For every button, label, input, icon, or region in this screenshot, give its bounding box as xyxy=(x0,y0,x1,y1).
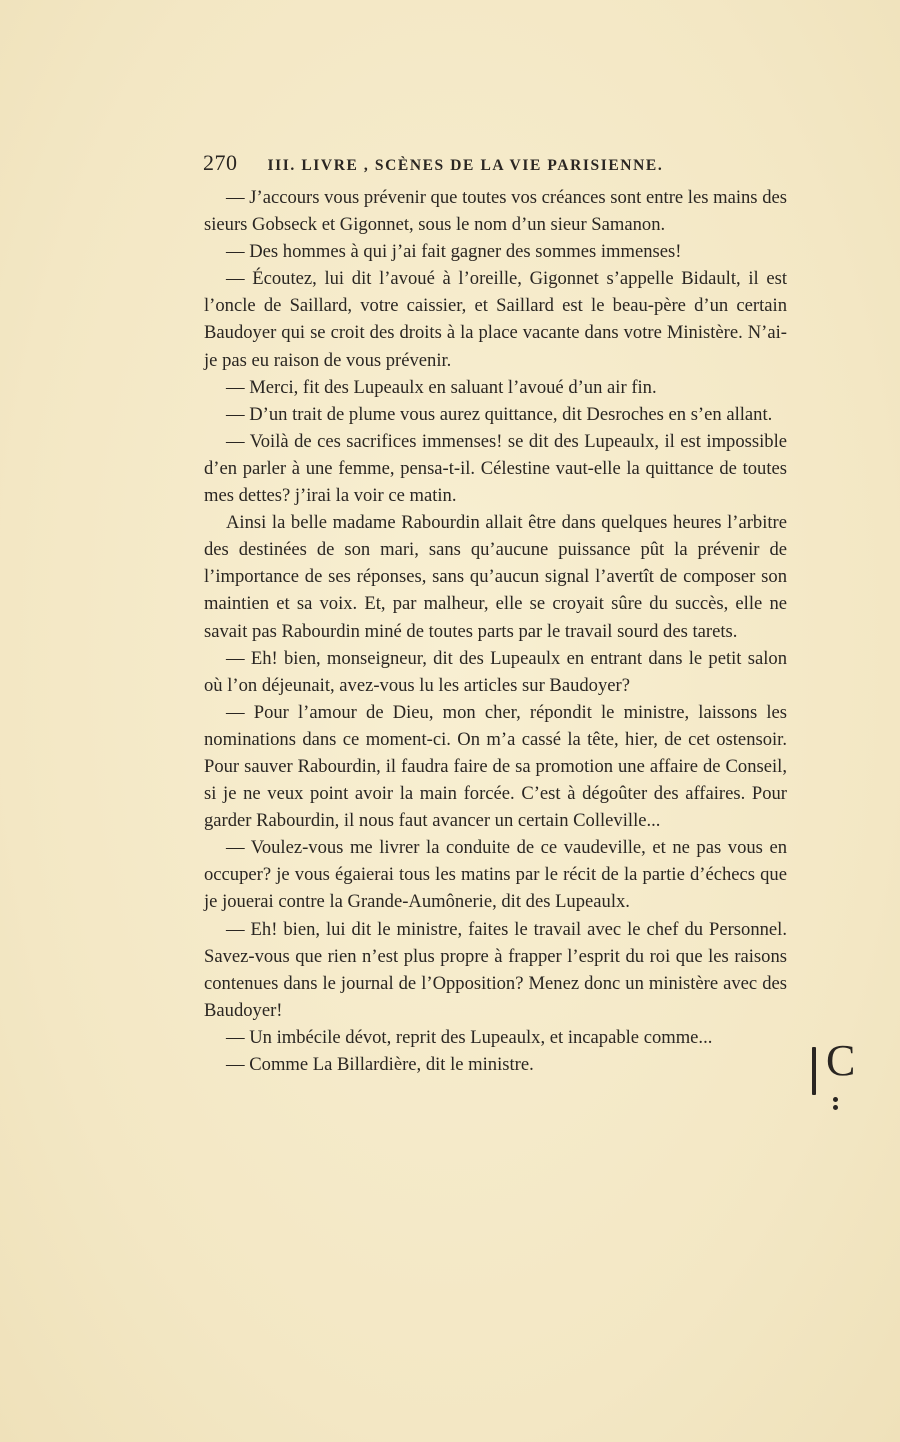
paragraph: — J’accours vous prévenir que toutes vos créances sont entre les mains des sieurs Gobseck et Gigonnet, sous le nom d’un sieur Samanon. xyxy=(204,187,787,236)
paragraph: — Des hommes à qui j’ai fait gagner des sommes immenses! xyxy=(226,241,682,263)
running-head: III. LIVRE , SCÈNES DE LA VIE PARISIENNE. xyxy=(267,157,664,174)
paragraph: — Voulez-vous me livrer la conduite de ce vaudeville, et ne pas vous en occuper? je vous égaierai tous les matins par le récit de la partie d’échecs que je jouerai contre la Grande-Aumônerie, dit des Lupeaulx. xyxy=(204,837,787,913)
body-text xyxy=(204,184,787,1078)
margin-letter: C xyxy=(826,1036,856,1085)
margin-correction-mark xyxy=(812,1036,858,1115)
paragraph: — Eh! bien, lui dit le ministre, faites le travail avec le chef du Personnel. Savez-vous que rien n’est plus propre à frapper l’esprit du roi que les raisons contenues dans le journal de l’Opposition? Menez donc un ministère avec des Baudoyer! xyxy=(204,918,787,1021)
paragraph: — Merci, fit des Lupeaulx en saluant l’avoué d’un air fin. xyxy=(226,376,657,398)
margin-dot xyxy=(833,1105,838,1110)
paragraph: Ainsi la belle madame Rabourdin allait être dans quelques heures l’arbitre des destinées de son mari, sans qu’aucune puissance pût la prévenir de l’importance de ses réponses, sans qu’aucun signal l’avertît de composer son maintien et sa voix. Et, par malheur, elle se croyait sûre du succès, elle ne savait pas Rabourdin miné de toutes parts par le travail sourd des tarets. xyxy=(204,512,787,642)
paragraph: — Voilà de ces sacrifices immenses! se dit des Lupeaulx, il est impossible d’en parler à une femme, pensa-t-il. Célestine vaut-elle la quittance de toutes mes dettes? j’irai la voir ce matin. xyxy=(204,430,787,507)
paragraph: — Eh! bien, monseigneur, dit des Lupeaulx en entrant dans le petit salon où l’on déjeunait, avez-vous lu les articles sur Baudoyer? xyxy=(204,647,787,696)
page-header xyxy=(203,150,788,180)
paragraph: — Pour l’amour de Dieu, mon cher, répondit le ministre, laissons les nominations dans ce moment-ci. On m’a cassé la tête, hier, de cet ostensoir. Pour sauver Rabourdin, il faudra faire de sa promotion une affaire de Conseil, si je ne veux point avoir la main forcée. C’est à dégoûter des affaires. Pour garder Rabourdin, il nous faut avancer un certain Colleville... xyxy=(204,701,787,832)
paragraph: — Écoutez, lui dit l’avoué à l’oreille, Gigonnet s’appelle Bidault, il est l’oncle de Saillard, votre caissier, et Saillard est le beau-père d’un certain Baudoyer qui se croit des droits à la place vacante dans votre Ministère. N’ai-je pas eu raison de vous prévenir. xyxy=(204,268,787,371)
paragraph: — D’un trait de plume vous aurez quittance, dit Desroches en s’en allant. xyxy=(226,403,773,425)
page-number: 270 xyxy=(203,150,238,175)
paragraph: — Un imbécile dévot, reprit des Lupeaulx, et incapable comme... xyxy=(226,1026,713,1048)
paragraph: — Comme La Billardière, dit le ministre. xyxy=(226,1054,534,1075)
margin-bar xyxy=(812,1047,816,1095)
margin-dot xyxy=(833,1097,838,1102)
